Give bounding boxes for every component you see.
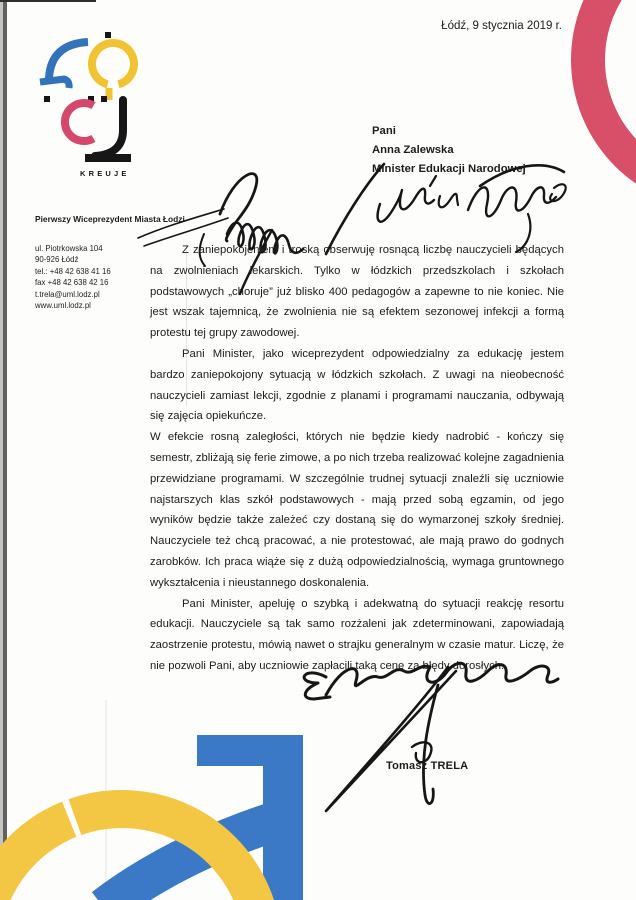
bottom-logo-decoration [0,700,636,900]
letter-body [150,240,564,677]
recipient-line-salutation: Pani [372,125,396,137]
paragraph: Pani Minister, jako wiceprezydent odpowiedzialny za edukację jestem bardzo zaniepokojony sytuacją w łódzkich szkołach. Z uwagi na nieobecność nauczycieli zamiast lekcji, zgodnie z planami i programami nauczania, odbywają się zajęcia opiekuńcze. [150,347,564,423]
logo-letter-l-bar-icon [40,79,65,82]
recipient-line-name: Anna Zalewska [372,144,454,157]
paragraph: Z zaniepokojeniem i troską obserwuję rosnącą liczbę nauczycieli będących na zwolnieniach lekarskich. Tylko w łódzkich przedszkolach i szkołach podstawowych „choruje” już blisko 400 pedagogów a zapewne to nie koniec. Nie jest wszak tajemnicą, że zwolnienia nie są efektem sezonowej infekcji a formą protestu tej grupy zawodowej. [150,244,564,340]
red-circle-decoration [571,0,636,210]
deco-yellow-ring-icon [0,819,69,900]
sender-title: Pierwszy Wiceprezydent Miasta Łodzi [35,214,185,224]
logo-letter-o-icon [92,43,134,84]
contact-line-street: ul. Piotrkowska 104 [35,244,103,253]
scan-edge-top [0,0,96,2]
logo-dot-icon [44,96,50,102]
handwriting-stroke [468,187,556,216]
contact-line-email: t.trela@uml.lodz.pl [35,289,100,299]
logo-letter-l-hook-icon [63,79,69,88]
contact-line-city: 90-926 Łódź [35,255,79,265]
logo-letter-d-icon [65,103,94,141]
recipient-line-role: Minister Edukacji Narodowej [372,163,526,176]
contact-line-fax: fax +48 42 638 42 16 [35,278,109,288]
handwriting-stroke [550,184,566,201]
handwriting-stroke [480,165,564,186]
logo-o-accent-icon [105,32,111,38]
handwriting-stroke [326,663,558,695]
paragraph: Pani Minister, apeluję o szybką i adekwatną do sytuacji reakcję resortu edukacji. Nauczyciele są tak samo rozżaleni jak zdeterminowani, zapowiadają zaostrzenie protestu, mówią nawet o strajku generalnym w czasie matur. Liczę, że nie pozwoli Pani, aby uczniowie zapłacili taką cenę za błędy dorosłych. [150,597,564,672]
contact-line-website: www.uml.lodz.pl [35,301,91,311]
signer-name: Tomasz TRELA [386,760,469,772]
lodz-kreuje-logo-icon [35,30,140,182]
deco-blue-bar-icon [263,735,303,900]
contact-line-phone: tel.: +48 42 638 41 16 [35,266,111,276]
letter-date: Łódź, 9 stycznia 2019 r. [441,20,562,32]
logo-dot-icon [101,96,107,102]
sender-contact-block [35,243,111,311]
handwriting-stroke [430,176,436,186]
handwriting-stroke [378,189,434,222]
logo-letter-z-icon [95,100,123,156]
logo-letter-z-bar-icon [85,154,131,162]
handwriting-stroke [220,174,257,241]
paragraph: W efekcie rosną zaległości, których nie będzie kiedy nadrobić - kończy się semestr, zbliżają się ferie zimowe, a po nich trzeba realizować kolejne zagadnienia przewidziane programami. W szczególnie trudnej sytuacji znaleźli się uczniowie najstarszych klas szkół podstawowych - mają przed sobą egzamin, od jego wyników będzie także zależeć czy dostaną się do wymarzonej szkoły średniej. Nauczyciele też chcą pracować, a nie protestować, ale mają prawo do godnych zarobków. Ich praca wiąże się z dużą odpowiedzialnością, wymaga gruntownego wykształcenia i nieustannego doskonalenia. [150,431,564,589]
handwriting-stroke [439,194,458,207]
logo-tagline: KREUJE [80,169,130,178]
